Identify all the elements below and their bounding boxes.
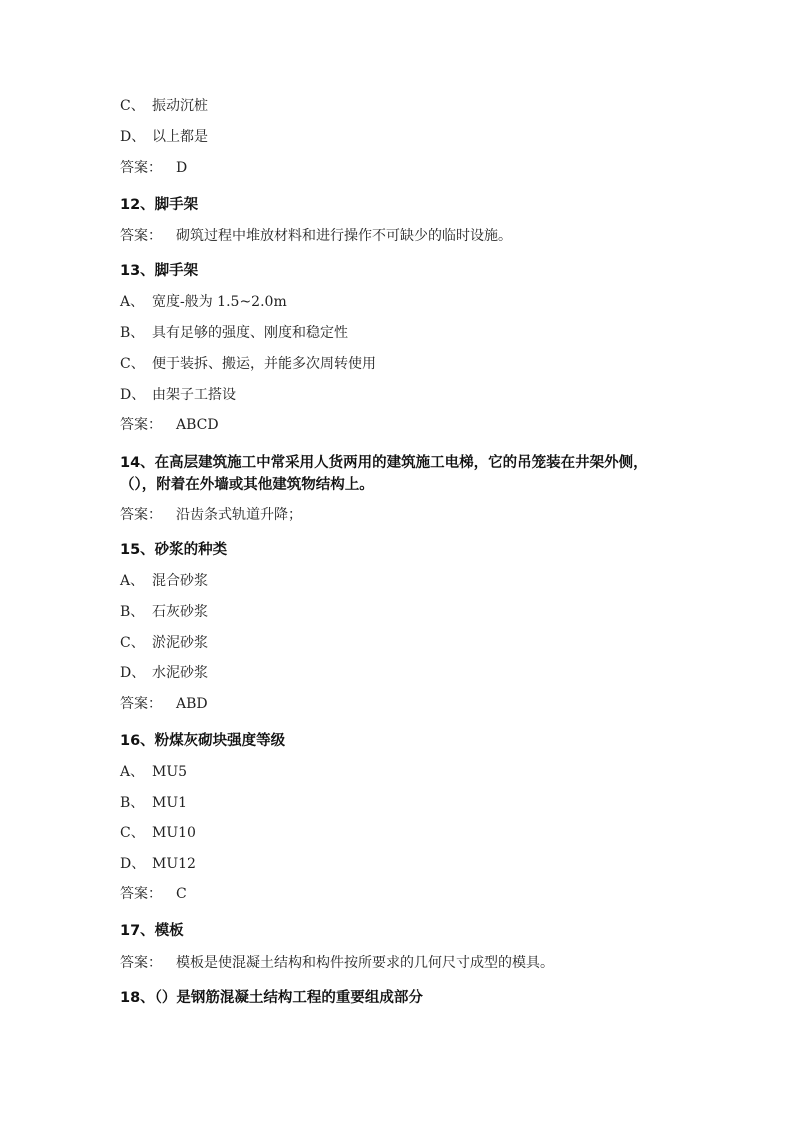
answer-line — [120, 506, 680, 524]
question-17: 17、模板 — [120, 923, 184, 939]
answer-label: 答案： — [120, 417, 162, 433]
option-text: 淤泥砂浆 — [152, 635, 208, 651]
option-label: C、 — [120, 98, 145, 114]
answer-text: ABCD — [176, 417, 219, 433]
option-text: MU12 — [152, 856, 196, 872]
option-a — [120, 763, 680, 781]
option-d — [120, 664, 680, 682]
option-label: C、 — [120, 356, 145, 372]
option-text: 水泥砂浆 — [152, 665, 208, 681]
question-13: 13、脚手架 — [120, 263, 199, 279]
option-text: MU1 — [152, 795, 188, 811]
answer-line — [120, 695, 680, 713]
answer-line — [120, 227, 680, 245]
option-label: D、 — [120, 129, 146, 145]
answer-label: 答案： — [120, 955, 162, 971]
answer-line — [120, 416, 680, 434]
option-text: MU10 — [152, 825, 196, 841]
answer-text: 砌筑过程中堆放材料和进行操作不可缺少的临时设施。 — [176, 228, 512, 244]
option-label: D、 — [120, 387, 146, 403]
option-label: D、 — [120, 665, 146, 681]
answer-text: D — [176, 160, 188, 176]
answer-text: 模板是使混凝土结构和构件按所要求的几何尺寸成型的模具。 — [176, 955, 554, 971]
option-label: A、 — [120, 764, 145, 780]
question-18: 18、（）是钢筋混凝土结构工程的重要组成部分 — [120, 990, 423, 1006]
option-label: B、 — [120, 604, 145, 620]
option-d — [120, 855, 680, 873]
question-14: 14、在高层建筑施工中常采用人货两用的建筑施工电梯，它的吊笼装在井架外侧，（），附着在外墙或其他建筑物结构上。 — [120, 455, 648, 493]
option-label: B、 — [120, 325, 145, 341]
question-16: 16、粉煤灰砌块强度等级 — [120, 733, 286, 749]
option-text: 振动沉桩 — [152, 98, 208, 114]
option-d — [120, 128, 680, 146]
option-text: 宽度-般为 1.5~2.0m — [152, 294, 287, 310]
option-c — [120, 824, 680, 842]
option-text: 混合砂浆 — [152, 573, 208, 589]
option-text: 便于装拆、搬运，并能多次周转使用 — [152, 356, 376, 372]
answer-label: 答案： — [120, 160, 162, 176]
option-b — [120, 324, 680, 342]
answer-line — [120, 159, 680, 177]
answer-label: 答案： — [120, 228, 162, 244]
option-b — [120, 603, 680, 621]
option-d — [120, 386, 680, 404]
option-text: MU5 — [152, 764, 188, 780]
option-c — [120, 355, 680, 373]
answer-text: 沿齿条式轨道升降； — [176, 507, 302, 523]
option-text: 由架子工搭设 — [152, 387, 236, 403]
option-label: C、 — [120, 825, 145, 841]
question-12: 12、脚手架 — [120, 197, 199, 213]
option-label: C、 — [120, 635, 145, 651]
answer-text: ABD — [176, 696, 208, 712]
question-15: 15、砂浆的种类 — [120, 542, 228, 558]
answer-text: C — [176, 886, 187, 902]
option-label: D、 — [120, 856, 146, 872]
option-text: 石灰砂浆 — [152, 604, 208, 620]
option-label: A、 — [120, 294, 145, 310]
answer-line — [120, 885, 680, 903]
answer-label: 答案： — [120, 696, 162, 712]
option-label: A、 — [120, 573, 145, 589]
option-b — [120, 794, 680, 812]
option-c — [120, 634, 680, 652]
option-a — [120, 293, 680, 311]
option-text: 以上都是 — [152, 129, 208, 145]
option-c — [120, 97, 680, 115]
option-a — [120, 572, 680, 590]
option-label: B、 — [120, 795, 145, 811]
answer-label: 答案： — [120, 507, 162, 523]
answer-line — [120, 954, 680, 972]
option-text: 具有足够的强度、刚度和稳定性 — [152, 325, 348, 341]
answer-label: 答案： — [120, 886, 162, 902]
